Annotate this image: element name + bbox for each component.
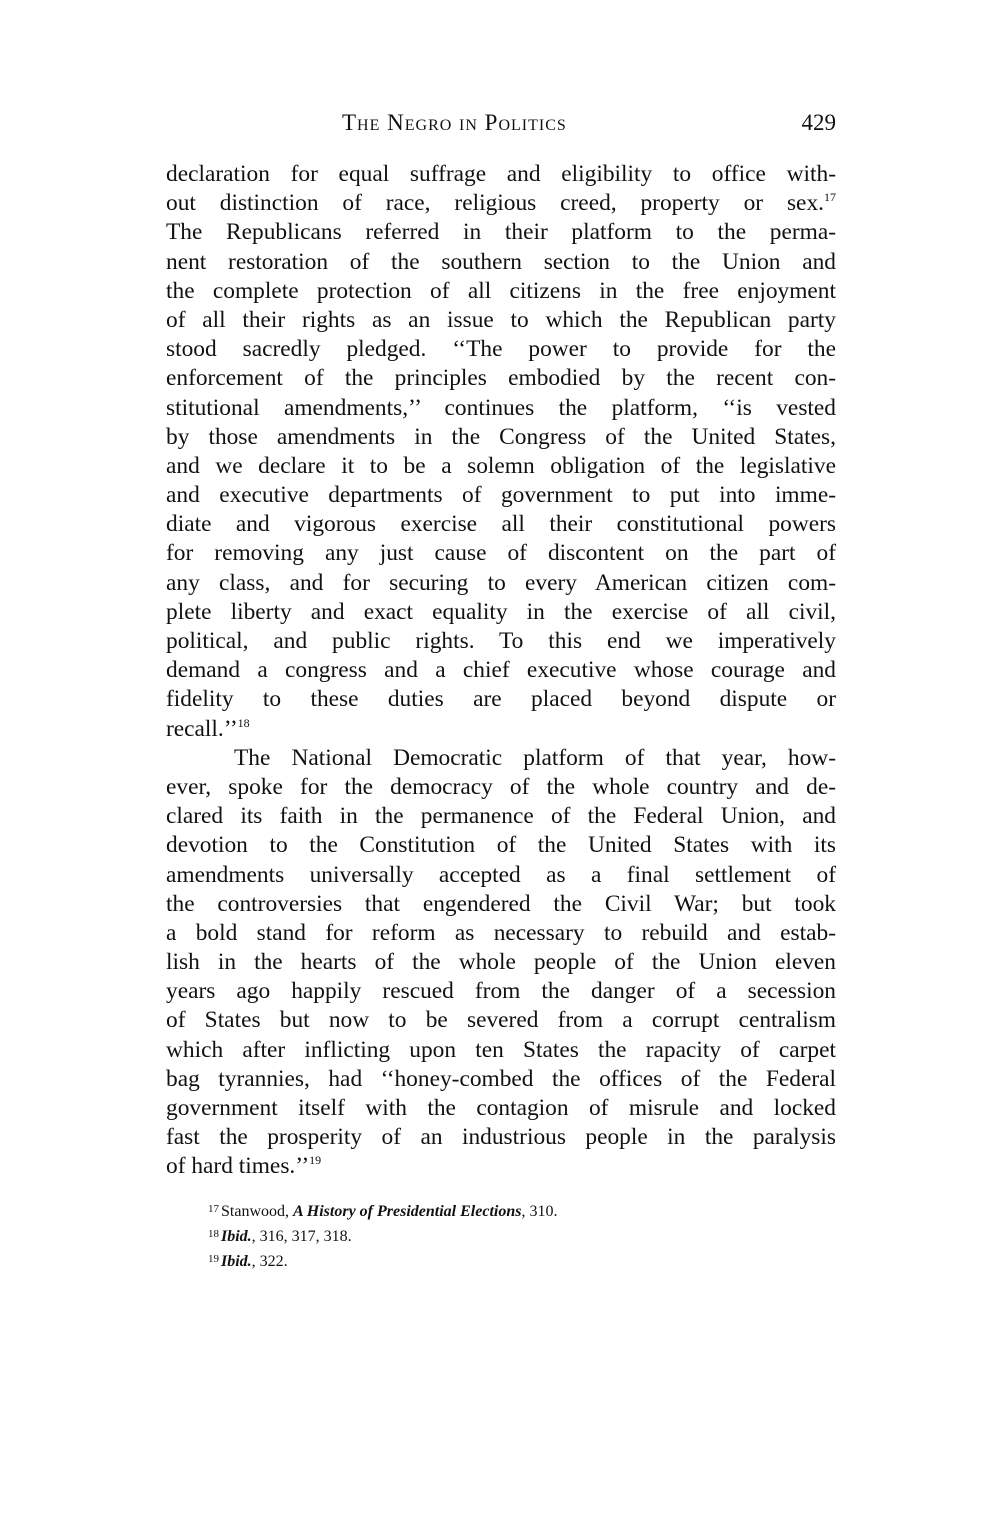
text-line: amendments universally accepted as a final settlement of	[166, 861, 836, 888]
text-line: devotion to the Constitution of the United States with its	[166, 832, 836, 859]
paragraph-1	[166, 160, 836, 744]
text-line: the complete protection of all citizens in the free enjoyment	[166, 277, 836, 304]
text-line: and we declare it to be a solemn obligation of the legislative	[166, 452, 836, 479]
footnote-number: 18	[208, 1228, 219, 1240]
text-line: a bold stand for reform as necessary to rebuild and estab-	[166, 919, 836, 946]
footnote-text: , 322.	[251, 1253, 288, 1270]
text-line: any class, and for securing to every American citizen com-	[166, 569, 836, 596]
text-line	[166, 1152, 836, 1181]
text-line: stitutional amendments,’’ continues the platform, ‘‘is vested	[166, 394, 836, 421]
paragraph-2	[166, 744, 836, 1182]
text-line: fast the prosperity of an industrious people in the paralysis	[166, 1124, 836, 1151]
page-number: 429	[801, 110, 836, 135]
text-line: years ago happily rescued from the danger of a secession	[166, 978, 836, 1005]
text-line: of States but now to be severed from a corrupt centralism	[166, 1007, 836, 1034]
text-line	[166, 715, 836, 744]
text-line: The Republicans referred in their platform to the perma-	[166, 219, 836, 246]
footnote-number: 19	[208, 1253, 219, 1265]
footnote-text: , 316, 317, 318.	[251, 1228, 352, 1245]
text-line: diate and vigorous exercise all their constitutional powers	[166, 511, 836, 538]
text-line: demand a congress and a chief executive whose courage and	[166, 657, 836, 684]
text-line-content: out distinction of race, religious creed, property or sex.	[166, 190, 824, 217]
text-line: by those amendments in the Congress of the United States,	[166, 423, 836, 450]
text-line: declaration for equal suffrage and eligibility to office with-	[166, 161, 836, 187]
text-line: for removing any just cause of discontent on the part of	[166, 540, 836, 567]
text-line: plete liberty and exact equality in the exercise of all civil,	[166, 598, 836, 625]
text-line-content: of hard times.’’	[166, 1153, 310, 1180]
footnote-text: Stanwood,	[221, 1203, 293, 1220]
text-line: the controversies that engendered the Civil War; but took	[166, 890, 836, 917]
text-line: which after inflicting upon ten States the rapacity of carpet	[166, 1036, 836, 1063]
text-line: bag tyrannies, had ‘‘honey-combed the offices of the Federal	[166, 1065, 836, 1092]
footnote-title: Ibid.	[221, 1253, 252, 1270]
footnote-ref: 18	[237, 715, 250, 730]
footnote-17	[208, 1198, 557, 1223]
text-line-content: recall.’’	[166, 715, 238, 742]
text-line: clared its faith in the permanence of the Federal Union, and	[166, 803, 836, 830]
text-line: The National Democratic platform of that year, how-	[234, 744, 836, 771]
footnote-ref: 19	[309, 1153, 322, 1168]
footnote-ref: 17	[824, 190, 836, 205]
text-line: government itself with the contagion of misrule and locked	[166, 1095, 836, 1121]
footnote-text: , 310.	[521, 1203, 558, 1220]
footnote-19	[208, 1248, 557, 1273]
text-line: fidelity to these duties are placed beyond dispute or	[166, 686, 836, 713]
footnote-title: A History of Presidential Elections	[293, 1203, 522, 1220]
text-line: stood sacredly pledged. ‘‘The power to provide for the	[166, 336, 836, 363]
text-line: lish in the hearts of the whole people of the Union eleven	[166, 949, 836, 976]
text-line: and executive departments of government to put into imme-	[166, 482, 836, 509]
text-line: of all their rights as an issue to which the Republican party	[166, 306, 836, 333]
text-line: enforcement of the principles embodied by the recent con-	[166, 365, 836, 392]
text-line: political, and public rights. To this end we imperatively	[166, 628, 836, 654]
text-line	[166, 189, 836, 218]
footnote-title: Ibid.	[221, 1228, 252, 1245]
footnote-number: 17	[208, 1203, 219, 1215]
page-header	[166, 110, 836, 140]
running-title: The Negro in Politics	[342, 110, 567, 135]
body-text	[166, 160, 836, 1182]
text-line: ever, spoke for the democracy of the whole country and de-	[166, 773, 836, 800]
footnote-18	[208, 1223, 557, 1248]
footnotes	[208, 1198, 557, 1273]
text-line: nent restoration of the southern section to the Union and	[166, 248, 836, 275]
